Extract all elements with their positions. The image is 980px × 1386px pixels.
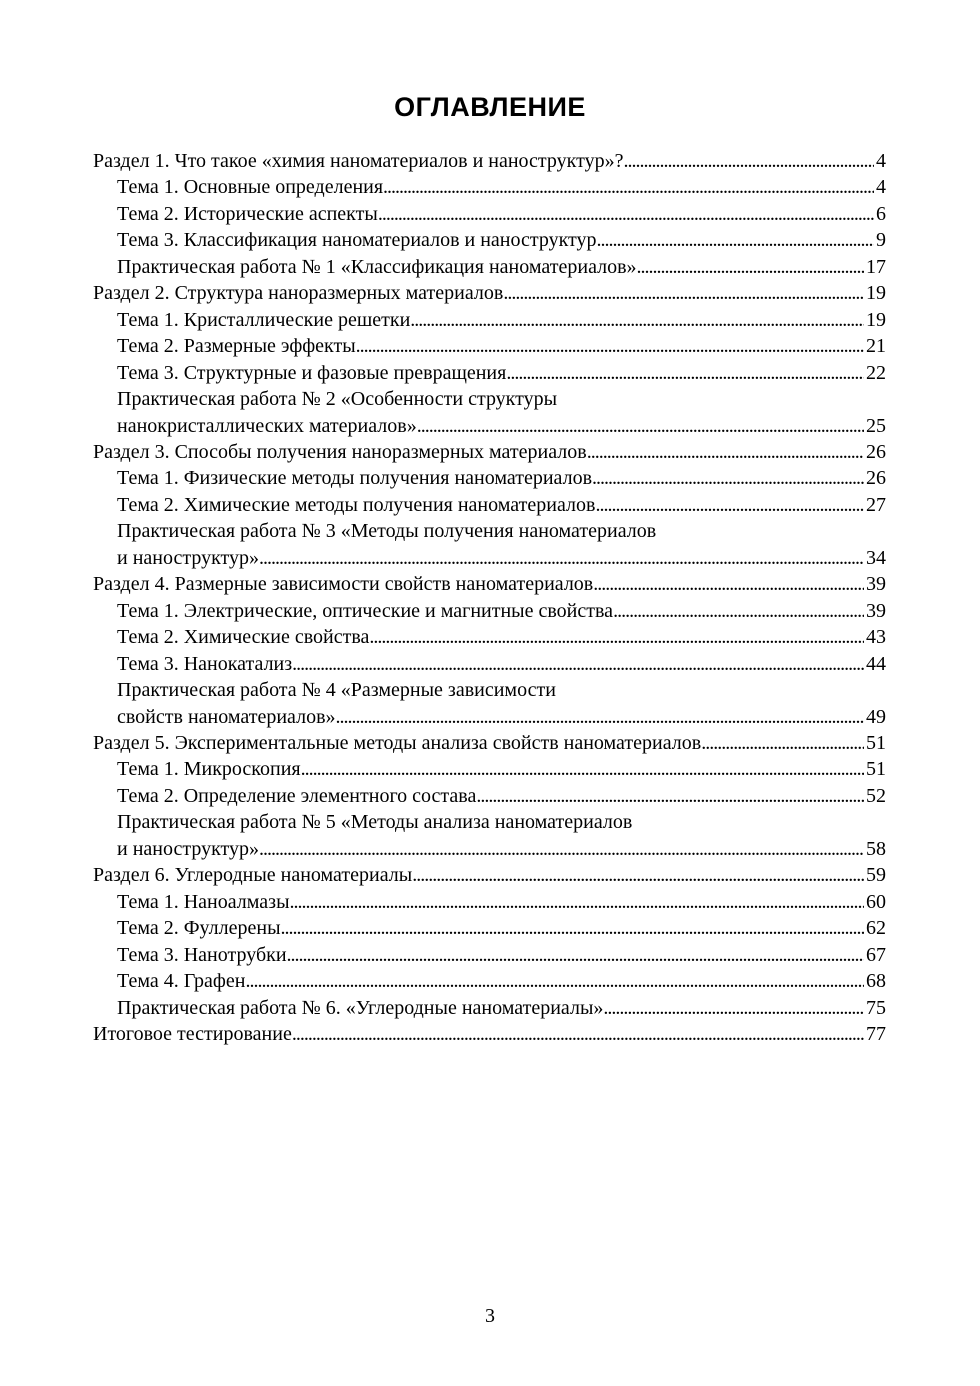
toc-leader-dots <box>587 439 864 465</box>
toc-leader-dots <box>292 651 864 677</box>
toc-entry-title: Тема 3. Классификация наноматериалов и наноструктур <box>117 229 597 252</box>
toc-subentry[interactable] <box>93 915 886 941</box>
toc-entry-title: Тема 1. Кристаллические решетки <box>117 308 411 331</box>
toc-page-number: 77 <box>866 1022 886 1045</box>
toc-subentry[interactable] <box>93 889 886 915</box>
toc-entry-title: Тема 1. Основные определения <box>117 176 384 199</box>
toc-leader-dots <box>281 915 864 941</box>
toc-page-number: 19 <box>866 308 886 331</box>
toc-leader-dots <box>412 862 864 888</box>
toc-leader-dots <box>383 174 874 200</box>
toc-subentry[interactable] <box>93 836 886 862</box>
toc-page-number: 22 <box>866 361 886 384</box>
toc-leader-dots <box>613 598 864 624</box>
toc-page-number: 51 <box>866 731 886 754</box>
toc-entry-title: Тема 2. Исторические аспекты <box>117 202 378 225</box>
toc-leader-dots <box>410 307 864 333</box>
toc-entry-title: Раздел 5. Экспериментальные методы анализа свойств наноматериалов <box>93 731 702 754</box>
toc-page-number: 75 <box>866 996 886 1019</box>
toc-leader-dots <box>506 360 864 386</box>
toc-subentry[interactable] <box>93 360 886 386</box>
toc-subentry[interactable] <box>93 783 886 809</box>
toc-page-number: 59 <box>866 864 886 887</box>
toc-section-entry[interactable] <box>93 862 886 888</box>
toc-page-number: 4 <box>876 176 886 199</box>
toc-subentry[interactable] <box>93 968 886 994</box>
toc-page-number: 19 <box>866 282 886 305</box>
toc-leader-dots <box>417 413 864 439</box>
toc-page-number: 4 <box>876 150 886 172</box>
toc-leader-dots <box>592 465 864 491</box>
toc-page-number: 39 <box>866 599 886 622</box>
toc-leader-dots <box>623 148 874 174</box>
toc-page-number: 67 <box>866 943 886 966</box>
toc-entry-title: Практическая работа № 1 «Классификация наноматериалов» <box>117 255 637 278</box>
toc-leader-dots <box>290 889 864 915</box>
toc-entry-title: нанокристаллических материалов» <box>117 414 417 437</box>
page-number: 3 <box>485 1305 495 1327</box>
page-title: ОГЛАВЛЕНИЕ <box>394 92 586 122</box>
toc-leader-dots <box>701 730 864 756</box>
toc-entry-title: Тема 4. Графен <box>117 970 246 993</box>
toc-page-number: 6 <box>876 202 886 225</box>
toc-entry-title: Тема 2. Размерные эффекты <box>117 335 356 358</box>
toc-subentry[interactable] <box>93 598 886 624</box>
toc-page-number: 26 <box>866 440 886 463</box>
toc-leader-dots <box>287 942 864 968</box>
toc-leader-dots <box>245 968 864 994</box>
toc-leader-dots <box>595 492 864 518</box>
toc-page-number: 27 <box>866 493 886 516</box>
toc-section-entry[interactable] <box>93 148 886 174</box>
toc-entry-title: и наноструктур» <box>117 546 260 569</box>
toc-page-number: 25 <box>866 414 886 437</box>
toc-entry-first-line: Практическая работа № 2 «Особенности структуры <box>117 388 558 411</box>
toc-leader-dots <box>292 1021 864 1047</box>
toc-entry-title: Тема 1. Электрические, оптические и магнитные свойства <box>117 599 614 622</box>
toc-entry-title: Раздел 1. Что такое «химия наноматериалов и наноструктур»? <box>93 150 624 172</box>
toc-leader-dots <box>597 227 874 253</box>
toc-subentry[interactable] <box>93 545 886 571</box>
toc-page-number: 39 <box>866 573 886 596</box>
toc-leader-dots <box>603 995 864 1021</box>
toc-section-entry[interactable] <box>93 730 886 756</box>
toc-page-number: 17 <box>866 255 886 278</box>
toc-subentry[interactable] <box>93 995 886 1021</box>
toc-page-number: 49 <box>866 705 886 728</box>
toc-leader-dots <box>301 756 864 782</box>
toc-leader-dots <box>369 624 864 650</box>
toc-subentry[interactable] <box>93 756 886 782</box>
toc-entry-title: и наноструктур» <box>117 837 260 860</box>
toc-subentry[interactable] <box>93 465 886 491</box>
toc-page-number: 43 <box>866 626 886 649</box>
toc-subentry[interactable] <box>93 174 886 200</box>
toc-subentry[interactable] <box>93 704 886 730</box>
toc-entry-title: Тема 2. Химические свойства <box>117 626 370 649</box>
toc-page-number: 26 <box>866 467 886 490</box>
toc-entry-title: Тема 1. Наноалмазы <box>117 890 290 913</box>
toc-subentry[interactable] <box>93 492 886 518</box>
toc-entry-title: Раздел 2. Структура наноразмерных материалов <box>93 282 504 305</box>
toc-entry-title: Раздел 4. Размерные зависимости свойств наноматериалов <box>93 573 594 596</box>
toc-subentry[interactable] <box>93 942 886 968</box>
toc-section-entry[interactable] <box>93 439 886 465</box>
toc-subentry[interactable] <box>93 333 886 359</box>
toc-entry-title: свойств наноматериалов» <box>117 705 336 728</box>
toc-entry-title: Тема 3. Нанотрубки <box>117 943 287 966</box>
toc-page-number: 68 <box>866 970 886 993</box>
toc-section-entry[interactable] <box>93 280 886 306</box>
toc-entry-title: Практическая работа № 6. «Углеродные наноматериалы» <box>117 996 604 1019</box>
toc-leader-dots <box>356 333 864 359</box>
toc-leader-dots <box>259 545 864 571</box>
toc-entry-first-line: Практическая работа № 4 «Размерные зависимости <box>117 679 556 702</box>
toc-page-number: 60 <box>866 890 886 913</box>
toc-entry-title: Тема 3. Структурные и фазовые превращения <box>117 361 507 384</box>
table-of-contents <box>93 148 886 1047</box>
toc-page-number: 44 <box>866 652 886 675</box>
toc-subentry[interactable] <box>93 201 886 227</box>
toc-entry-title: Тема 1. Микроскопия <box>117 758 301 781</box>
toc-entry-title: Тема 2. Определение элементного состава <box>117 784 477 807</box>
toc-leader-dots <box>637 254 864 280</box>
toc-entry-title: Раздел 3. Способы получения наноразмерных материалов <box>93 440 587 463</box>
toc-subentry[interactable] <box>93 413 886 439</box>
toc-entry-title: Тема 3. Нанокатализ <box>117 652 293 675</box>
toc-leader-dots <box>378 201 874 227</box>
toc-entry-first-line: Практическая работа № 5 «Методы анализа наноматериалов <box>117 811 633 834</box>
toc-page-number: 9 <box>876 229 886 252</box>
toc-entry-title: Тема 2. Фуллерены <box>117 917 281 940</box>
toc-page-number: 34 <box>866 546 886 569</box>
toc-section-entry[interactable] <box>93 571 886 597</box>
toc-subentry[interactable] <box>93 651 886 677</box>
toc-leader-dots <box>259 836 864 862</box>
toc-section-entry[interactable] <box>93 1021 886 1047</box>
toc-page-number: 52 <box>866 784 886 807</box>
toc-page-number: 51 <box>866 758 886 781</box>
toc-leader-dots <box>503 280 864 306</box>
toc-leader-dots <box>593 571 864 597</box>
toc-leader-dots <box>336 704 864 730</box>
toc-entry-title: Итоговое тестирование <box>93 1022 292 1045</box>
toc-subentry[interactable] <box>93 254 886 280</box>
toc-page-number: 21 <box>866 335 886 358</box>
toc-entry-title: Раздел 6. Углеродные наноматериалы <box>93 864 413 887</box>
toc-page-number: 62 <box>866 917 886 940</box>
toc-page-number: 58 <box>866 837 886 860</box>
toc-leader-dots <box>476 783 864 809</box>
toc-subentry[interactable] <box>93 307 886 333</box>
toc-subentry[interactable] <box>93 624 886 650</box>
toc-entry-title: Тема 1. Физические методы получения наноматериалов <box>117 467 593 490</box>
toc-entry-title: Тема 2. Химические методы получения наноматериалов <box>117 493 596 516</box>
toc-entry-first-line: Практическая работа № 3 «Методы получения наноматериалов <box>117 520 657 543</box>
toc-subentry[interactable] <box>93 227 886 253</box>
